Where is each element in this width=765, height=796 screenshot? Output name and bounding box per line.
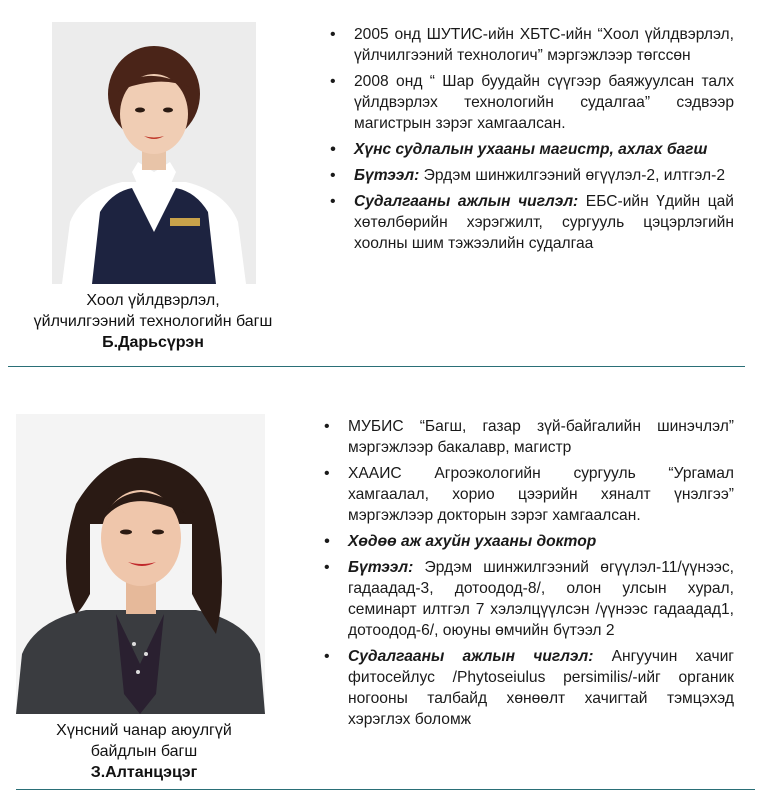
section-divider-2: [16, 789, 755, 790]
teacher2-bio-list: [348, 416, 734, 735]
bio-degree: Хөдөө аж ахуйн ухааны доктор: [348, 533, 597, 550]
bio-text: ХААИС Агроэкологийн сургууль “Ургамал хамгаалал, хорио цээрийн хяналт үнэлгээ” мэргэжлээр докторын зэрэг хамгаалсан.: [348, 465, 734, 524]
teacher2-title-line2: байдлын багш: [90, 743, 198, 760]
teacher2-bio-degree: [348, 531, 734, 552]
teacher2-photo: [16, 414, 265, 714]
bio-text: Эрдэм шинжилгээний өгүүлэл-2, илтгэл-2: [419, 167, 725, 184]
bio-text: 2008 онд “ Шар буудайн сүүгээр баяжуулсан талх үйлдвэрлэх технологийн судалгаа” сэдвээр магистрын зэрэг хамгаалсан.: [354, 73, 734, 132]
bio-text: Ангуучин хачиг фитосейлус /Phytoseiulus persimilis/-ийг органик ногооны талбайд хөнөөлт хачигтай тэмцэхэд хэрэглэх боломж: [348, 648, 734, 728]
teacher1-bio-works: [354, 165, 734, 186]
teacher2-bio-thesis: [348, 463, 734, 526]
teacher2-bio-research: [348, 646, 734, 730]
bio-label: Судалгааны ажлын чиглэл:: [348, 648, 594, 665]
bio-label: Бүтээл:: [354, 167, 420, 184]
teacher1-photo: [52, 22, 256, 284]
teacher1-name: Б.Дарьсүрэн: [102, 334, 204, 351]
teacher2-title-line1: Хүнсний чанар аюулгүй: [56, 722, 232, 739]
teacher2-bio-education: [348, 416, 734, 458]
teacher1-bio-education: [354, 24, 734, 66]
teacher1-bio-thesis: [354, 71, 734, 134]
bio-label: Судалгааны ажлын чиглэл:: [354, 193, 579, 210]
teacher2-bio-works: [348, 557, 734, 641]
teacher2-name: З.Алтанцэцэг: [90, 764, 198, 781]
teacher1-bio-list: [354, 24, 734, 259]
teacher1-bio-research: [354, 191, 734, 254]
bio-text: ЕБС-ийн Үдийн цай хөтөлбөрийн хэрэгжилт, сургууль цэцэрлэгийн хоолны шим тэжээлийн судалгаа: [354, 193, 735, 252]
bio-label: Бүтээл:: [348, 559, 414, 576]
teacher1-title-line2: үйлчилгээний технологийн багш: [33, 313, 273, 330]
section-divider-1: [8, 366, 745, 367]
teacher1-title-line1: Хоол үйлдвэрлэл,: [86, 292, 220, 309]
teacher2-caption: [0, 720, 288, 783]
teacher1-caption: [0, 290, 306, 353]
bio-degree: Хүнс судлалын ухааны магистр, ахлах багш: [354, 141, 708, 158]
bio-text: Эрдэм шинжилгээний өгүүлэл-11/үүнээс, гадаадад-3, дотоодод-8/, олон улсын хурал, семинарт илтгэл 7 хэлэлцүүлсэн /үүнээс гадаадад1, дотоодод-6/, оюуны өмчийн бүтээл 2: [348, 559, 734, 639]
bio-text: 2005 онд ШУТИС-ийн ХБТС-ийн “Хоол үйлдвэрлэл, үйлчилгээний технологич” мэргэжлээр төгссөн: [354, 26, 734, 64]
bio-text: МУБИС “Багш, газар зүй-байгалийн шинэчлэл” мэргэжлээр бакалавр, магистр: [348, 418, 734, 456]
teacher1-bio-degree: [354, 139, 734, 160]
